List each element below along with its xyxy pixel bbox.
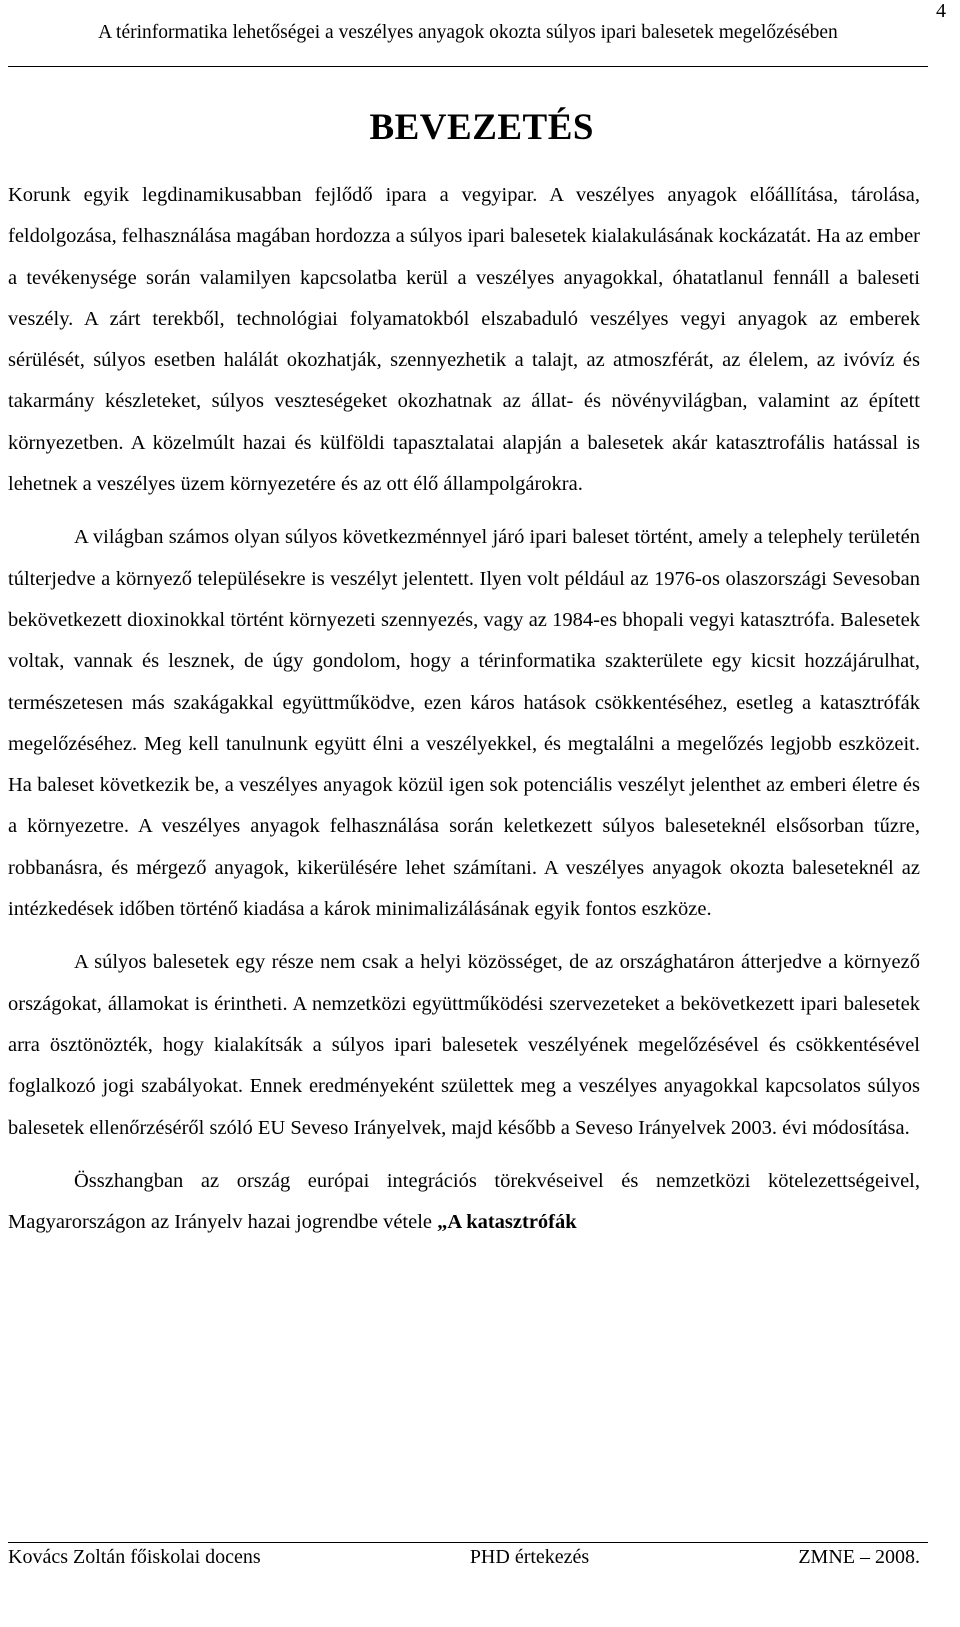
footer-author: Kovács Zoltán főiskolai docens (8, 1546, 261, 1568)
running-header: A térinformatika lehetőségei a veszélyes anyagok okozta súlyos ipari balesetek megelőzésében (98, 22, 838, 43)
header-divider (8, 66, 928, 67)
page-number: 4 (936, 0, 946, 22)
paragraph-4-bold-tail: „A katasztrófák (437, 1211, 577, 1234)
document-body (8, 175, 920, 1243)
paragraph-4 (8, 1161, 920, 1244)
paragraph-2: A világban számos olyan súlyos következménnyel járó ipari baleset történt, amely a telephely területén túlterjedve a környező településekre is veszélyt jelentett. Ilyen volt például az 1976-os olaszországi Sevesoban bekövetkezett dioxinokkal történt környezeti szennyezés, vagy az 1984-es bhopali vegyi katasztrófa. Balesetek voltak, vannak és lesznek, de úgy gondolom, hogy a térinformatika szakterülete egy kicsit hozzájárulhat, természetesen más szakágakkal együttműködve, ezen káros hatások csökkentéséhez, esetleg a katasztrófák megelőzéséhez. Meg kell tanulnunk együtt élni a veszélyekkel, és megtalálni a megelőzés legjobb eszközeit. Ha baleset következik be, a veszélyes anyagok közül igen sok potenciális veszélyt jelenthet az emberi életre és a környezetre. A veszélyes anyagok felhasználása során keletkezett súlyos baleseteknél elsősorban tűzre, robbanásra, és mérgező anyagok, kikerülésére lehet számítani. A veszélyes anyagok okozta baleseteknél az intézkedések időben történő kiadása a károk minimalizálásának egyik fontos eszköze. (8, 526, 920, 921)
page-title (8, 106, 928, 149)
paragraph-4-text: Összhangban az ország európai integrációs törekvéseivel és nemzetközi kötelezettségeivel, Magyarországon az Irányelv hazai jogrendbe vétele (8, 1169, 920, 1234)
footer-institution: ZMNE – 2008. (798, 1546, 920, 1568)
footer-divider (8, 1542, 928, 1543)
page-title-text: BEVEZETÉS (369, 107, 594, 148)
paragraph-1: Korunk egyik legdinamikusabban fejlődő ipara a vegyipar. A veszélyes anyagok előállítása, tárolása, feldolgozása, felhasználása magában hordozza a súlyos ipari balesetek kialakulásának kockázatát. Ha az ember a tevékenysége során valamilyen kapcsolatba kerül a veszélyes anyagokkal, óhatatlanul fennáll a baleseti veszély. A zárt terekből, technológiai folyamatokból elszabaduló veszélyes vegyi anyagok az emberek sérülését, súlyos esetben halálát okozhatják, szennyezhetik a talajt, az atmoszférát, az élelem, az ivóvíz és takarmány készleteket, súlyos veszteségeket okozhatnak az állat- és növényvilágban, valamint az épített környezetben. A közelmúlt hazai és külföldi tapasztalatai alapján a balesetek akár katasztrofális hatással is lehetnek a veszélyes üzem környezetére és az ott élő állampolgárokra. (8, 184, 920, 496)
footer-document-type: PHD értekezés (469, 1546, 590, 1568)
paragraph-3: A súlyos balesetek egy része nem csak a helyi közösséget, de az országhatáron átterjedve a környező országokat, államokat is érintheti. A nemzetközi együttműködési szervezeteket a bekövetkezett ipari balesetek arra ösztönözték, hogy kialakítsák a súlyos ipari balesetek veszélyének megelőzésével és csökkentésével foglalkozó jogi szabályokat. Ennek eredményeként születtek meg a veszélyes anyagokkal kapcsolatos súlyos balesetek ellenőrzéséről szóló EU Seveso Irányelvek, majd később a Seveso Irányelvek 2003. évi módosítása. (8, 951, 920, 1139)
footer (8, 1546, 920, 1569)
